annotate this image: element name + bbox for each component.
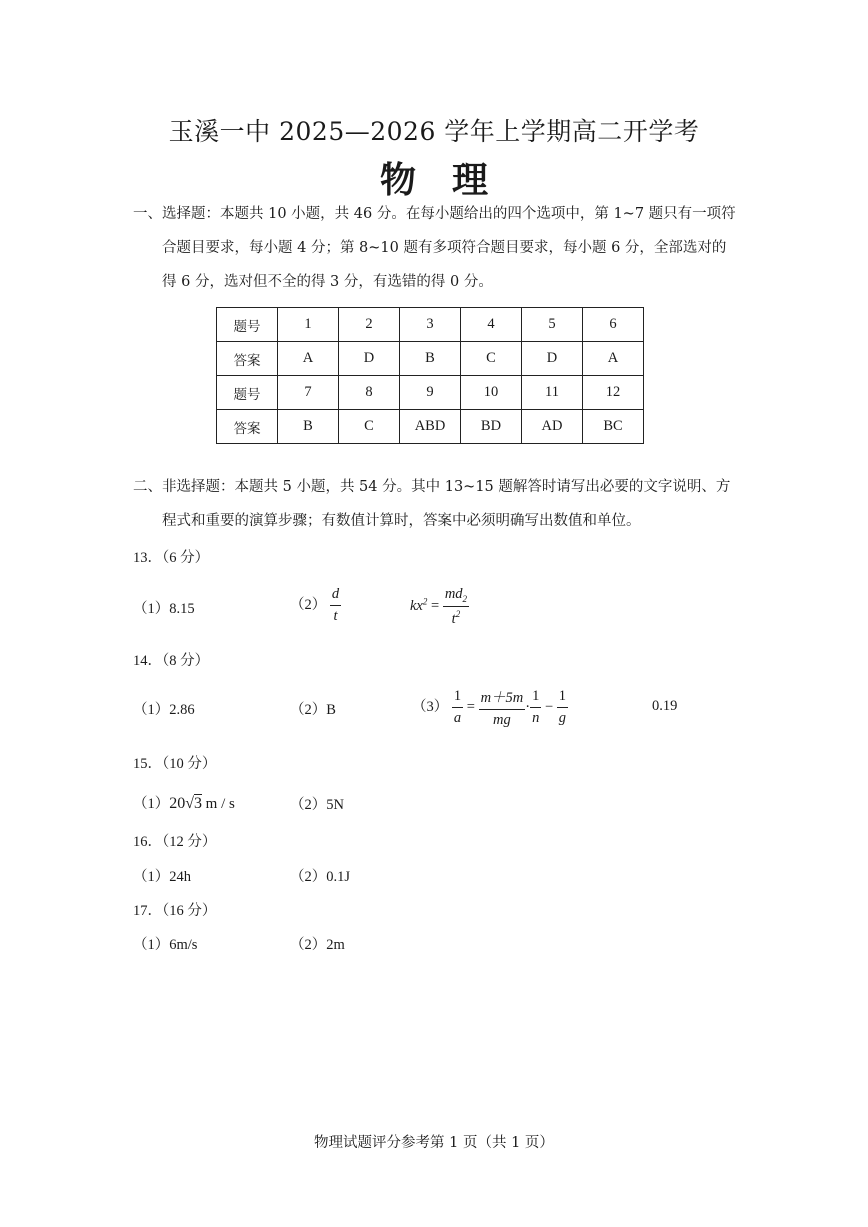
table-cell: AD xyxy=(522,410,583,444)
q13-part2 xyxy=(290,586,341,625)
table-cell: BC xyxy=(583,410,644,444)
q13-p1-label: （1） xyxy=(133,601,170,617)
table-cell: D xyxy=(339,342,400,376)
table-cell: 9 xyxy=(400,376,461,410)
q13-formula xyxy=(410,586,469,628)
q16-p1-label: （1） xyxy=(133,869,170,885)
fraction-numerator: d xyxy=(330,586,341,606)
exam-title: 玉溪一中 2025—2026 学年上学期高二开学考 xyxy=(168,117,700,146)
formula-equals: = xyxy=(431,598,440,615)
table-cell: B xyxy=(278,410,339,444)
q17-p2-label: （2） xyxy=(290,937,327,953)
table-row xyxy=(217,308,644,342)
q14-part2 xyxy=(290,698,336,719)
formula-fraction xyxy=(557,688,568,727)
fraction-numerator: 1 xyxy=(530,688,541,708)
q15-p1-unit: m / s xyxy=(205,796,235,812)
formula-fraction xyxy=(530,688,541,727)
q16-part2 xyxy=(290,865,350,886)
q16-heading: 16．（12 分） xyxy=(133,834,217,850)
table-row xyxy=(217,342,644,376)
formula-den-exponent: 2 xyxy=(455,608,461,619)
q16-part1 xyxy=(133,865,191,886)
fraction-numerator: m＋5m xyxy=(479,686,526,710)
fraction-denominator xyxy=(443,607,469,628)
q14-p1-label: （1） xyxy=(133,702,170,718)
table-cell: 答案 xyxy=(217,342,278,376)
q17-p2-value: 2m xyxy=(326,937,345,953)
subject-heading: 物 理 xyxy=(379,160,488,201)
table-cell: 1 xyxy=(278,308,339,342)
section2-line2: 程式和重要的演算步骤；有数值计算时，答案中必须明确写出数值和单位。 xyxy=(162,513,641,529)
section1-line2: 合题目要求，每小题 4 分；第 8~10 题有多项符合题目要求，每小题 6 分，全部选对的 xyxy=(162,240,727,256)
q14-heading: 14．（8 分） xyxy=(133,653,210,669)
answer-table xyxy=(216,307,644,444)
table-cell: 6 xyxy=(583,308,644,342)
q16-p2-value: 0.1J xyxy=(326,869,351,885)
table-cell: 8 xyxy=(339,376,400,410)
q15-p1-coefficient: 20 xyxy=(169,795,186,812)
fraction-denominator: a xyxy=(453,710,462,726)
q17-part1 xyxy=(133,933,197,954)
formula-den: t xyxy=(451,610,456,627)
section1-instructions xyxy=(133,197,753,299)
formula-lhs: kx xyxy=(410,598,423,615)
section1-line3: 得 6 分，选对但不全的得 3 分，有选错的得 0 分。 xyxy=(162,274,493,290)
fraction-denominator: t xyxy=(333,608,338,624)
table-cell: 11 xyxy=(522,376,583,410)
formula-fraction xyxy=(452,688,463,727)
table-cell: C xyxy=(461,342,522,376)
table-cell: A xyxy=(278,342,339,376)
q15-part2 xyxy=(290,793,344,814)
table-cell: 2 xyxy=(339,308,400,342)
table-cell: BD xyxy=(461,410,522,444)
q14-part1 xyxy=(133,698,195,719)
q13-heading: 13．（6 分） xyxy=(133,550,210,566)
table-cell: 7 xyxy=(278,376,339,410)
q13-p1-value: 8.15 xyxy=(169,601,195,617)
q17-p1-value: 6m/s xyxy=(169,937,198,953)
formula-minus: − xyxy=(544,698,554,715)
section2-line1: 二、非选择题：本题共 5 小题，共 54 分。其中 13~15 题解答时请写出必要的文字说明、方 xyxy=(133,479,731,495)
q17-p1-label: （1） xyxy=(133,937,170,953)
q15-part1 xyxy=(133,792,235,813)
fraction-numerator xyxy=(443,586,469,607)
q13-p2-label: （2） xyxy=(290,596,327,613)
table-row xyxy=(217,376,644,410)
q15-p1-radicand: 3 xyxy=(194,795,203,812)
formula-fraction xyxy=(479,686,526,729)
sqrt-icon: √ xyxy=(185,795,195,812)
table-cell: A xyxy=(583,342,644,376)
table-cell: 10 xyxy=(461,376,522,410)
q15-p2-label: （2） xyxy=(290,797,327,813)
q14-p2-value: B xyxy=(326,702,336,718)
table-row xyxy=(217,410,644,444)
q14-p1-value: 2.86 xyxy=(169,702,195,718)
fraction-numerator: 1 xyxy=(557,688,568,708)
table-cell: 5 xyxy=(522,308,583,342)
fraction-denominator: n xyxy=(532,710,540,726)
formula-fraction xyxy=(443,586,469,628)
q17-heading: 17．（16 分） xyxy=(133,903,217,919)
table-cell: 题号 xyxy=(217,308,278,342)
formula-lhs-exponent: 2 xyxy=(422,596,428,607)
table-cell: ABD xyxy=(400,410,461,444)
q17-part2 xyxy=(290,933,345,954)
page-footer: 物理试题评分参考第 1 页（共 1 页） xyxy=(314,1135,554,1151)
q14-part4: 0.19 xyxy=(652,698,678,714)
formula-equals: = xyxy=(466,698,475,715)
table-cell: C xyxy=(339,410,400,444)
q15-p1-label: （1） xyxy=(133,796,170,812)
q14-p2-label: （2） xyxy=(290,702,327,718)
section2-instructions xyxy=(133,470,730,538)
q13-p2-fraction xyxy=(330,586,341,625)
table-cell: 4 xyxy=(461,308,522,342)
formula-dot: · xyxy=(525,698,531,715)
q13-part1 xyxy=(133,597,195,618)
formula-num: md xyxy=(444,586,463,602)
table-cell: 题号 xyxy=(217,376,278,410)
section1-line1: 一、选择题：本题共 10 小题，共 46 分。在每小题给出的四个选项中，第 1~7 题只有一项符 xyxy=(133,206,736,222)
q14-part3 xyxy=(412,686,568,729)
q16-p2-label: （2） xyxy=(290,869,327,885)
fraction-denominator: mg xyxy=(493,712,511,728)
table-cell: 12 xyxy=(583,376,644,410)
fraction-denominator: g xyxy=(558,710,567,726)
q15-p2-value: 5N xyxy=(326,797,344,813)
q15-heading: 15．（10 分） xyxy=(133,756,217,772)
formula-num-subscript: 2 xyxy=(462,593,468,604)
table-cell: 3 xyxy=(400,308,461,342)
q14-p3-label: （3） xyxy=(412,698,449,715)
q16-p1-value: 24h xyxy=(169,869,191,885)
fraction-numerator: 1 xyxy=(452,688,463,708)
table-cell: D xyxy=(522,342,583,376)
table-cell: B xyxy=(400,342,461,376)
table-cell: 答案 xyxy=(217,410,278,444)
